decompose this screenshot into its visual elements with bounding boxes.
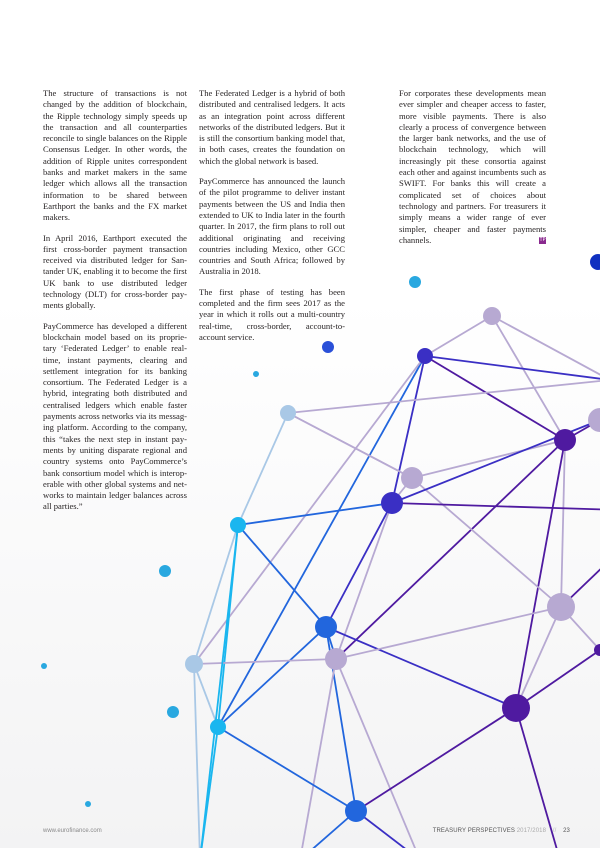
floating-dot xyxy=(253,371,259,377)
paragraph: PayCommerce has announced the launch of the pilot programme to deliver instant payments between the US and India then extended to UK to India later in the fourth quarter. In 2017, the firm plans to roll out additional originating and receiving countries including Mexico, other GCC countries and South Africa; followed by Australia in 2018. xyxy=(199,176,345,277)
floating-dot xyxy=(409,276,421,288)
network-edge xyxy=(326,503,392,627)
paragraph: The structure of transactions is not changed by the addition of blockchain, the Ripple technology simply speeds up the transaction and all counterparties reconcile to single balances on the Ripple Consensus Ledger. In other words, the addition of Ripple unites correspondent banks and market makers in the same ledger which allows all the transaction information to be shared between Earthport the banks and the FX market makers. xyxy=(43,88,187,223)
end-of-article-icon: TP xyxy=(539,236,546,243)
floating-dot xyxy=(167,706,179,718)
publication-title: TREASURY PERSPECTIVES xyxy=(432,828,515,834)
network-node xyxy=(185,655,203,673)
network-node xyxy=(547,593,575,621)
paragraph: The first phase of testing has been completed and the firm sees 2017 as the year in which it rolls out a multi-country real-time, cross-border, account-to-account service. xyxy=(199,286,345,342)
network-edge xyxy=(300,659,336,848)
network-edge xyxy=(288,380,600,413)
paragraph: The Federated Ledger is a hybrid of both distributed and centralised ledgers. It acts as an integration point across different networks of the distributed ledgers. But it is still the consortium banking model that, in both cases, creates the foundation on which the global network is based. xyxy=(199,88,345,166)
network-node xyxy=(280,405,296,421)
network-node xyxy=(554,429,576,451)
network-edge xyxy=(194,664,200,848)
text-column-1 xyxy=(43,88,187,522)
network-node xyxy=(230,517,246,533)
network-edge xyxy=(218,356,425,727)
network-node xyxy=(345,800,367,822)
network-edge xyxy=(516,708,560,848)
network-edge xyxy=(218,727,356,811)
network-node xyxy=(483,307,501,325)
network-edge xyxy=(194,659,336,664)
network-edge xyxy=(492,316,600,380)
network-edge xyxy=(288,413,412,478)
floating-dot xyxy=(159,565,171,577)
network-edge xyxy=(194,664,218,727)
network-node xyxy=(502,694,530,722)
footer-website: www.eurofinance.com xyxy=(43,828,102,834)
floating-dot xyxy=(85,801,91,807)
publication-year: 2017/2018 xyxy=(516,828,547,834)
network-edge xyxy=(218,627,326,727)
text-column-2 xyxy=(199,88,345,352)
paragraph-text: For corporates these developments mean ever simpler and cheaper access to faster, more visible payments. There is also clearly a process of convergence between the larger bank networks, and the use of blockchain technology, which will increasingly pit these consortia against each other and against incumbents such as SWIFT. For banks this will create a complicated set of choices about technology and partners. For treasurers it simply means a wider range of ever simpler, cheaper and faster payments channels. xyxy=(399,88,546,245)
network-edge xyxy=(200,525,238,848)
paragraph: In April 2016, Earthport executed the first cross-border payment transaction received via distributed ledger for Santander UK, enabling it to become the first UK bank to use distributed ledger technology (DLT) for cross-border payments globally. xyxy=(43,232,187,311)
paragraph: PayCommerce has developed a different blockchain model based on its proprietary ‘Federated Ledger’ to enable real-time, instant payments, clearing and settlement integration for its banking consortium. The Federated Ledger is a hybrid, integrating both distributed and centralised ledgers which enable faster payments across networks via its messaging platform. According to the company, this “takes the next step in instant payments by uniting disparate regional and country systems onto PayCommerce’s bank consortium model which is interoperable with other global systems and networks to maintain ledger balances across all parties.” xyxy=(43,320,187,512)
footer-publication xyxy=(433,828,570,834)
network-edge xyxy=(561,440,565,607)
network-node xyxy=(417,348,433,364)
network-edge xyxy=(356,708,516,811)
text-column-3 xyxy=(399,88,546,255)
network-node xyxy=(401,467,423,489)
network-edge xyxy=(412,478,561,607)
network-edge xyxy=(238,503,392,525)
network-edge xyxy=(238,413,288,525)
floating-dot xyxy=(41,663,47,669)
network-edge xyxy=(425,356,565,440)
floating-dot xyxy=(590,254,600,270)
network-edge xyxy=(412,440,565,478)
network-node xyxy=(325,648,347,670)
network-edge xyxy=(356,811,420,848)
network-node xyxy=(210,719,226,735)
network-node xyxy=(315,616,337,638)
network-node xyxy=(381,492,403,514)
footer-separator: // xyxy=(552,828,557,834)
network-edge xyxy=(392,503,600,510)
network-edge xyxy=(425,316,492,356)
network-edge xyxy=(492,316,565,440)
network-node xyxy=(588,408,600,432)
network-edge xyxy=(336,659,420,848)
page-number: 23 xyxy=(563,828,570,834)
paragraph xyxy=(399,88,546,246)
